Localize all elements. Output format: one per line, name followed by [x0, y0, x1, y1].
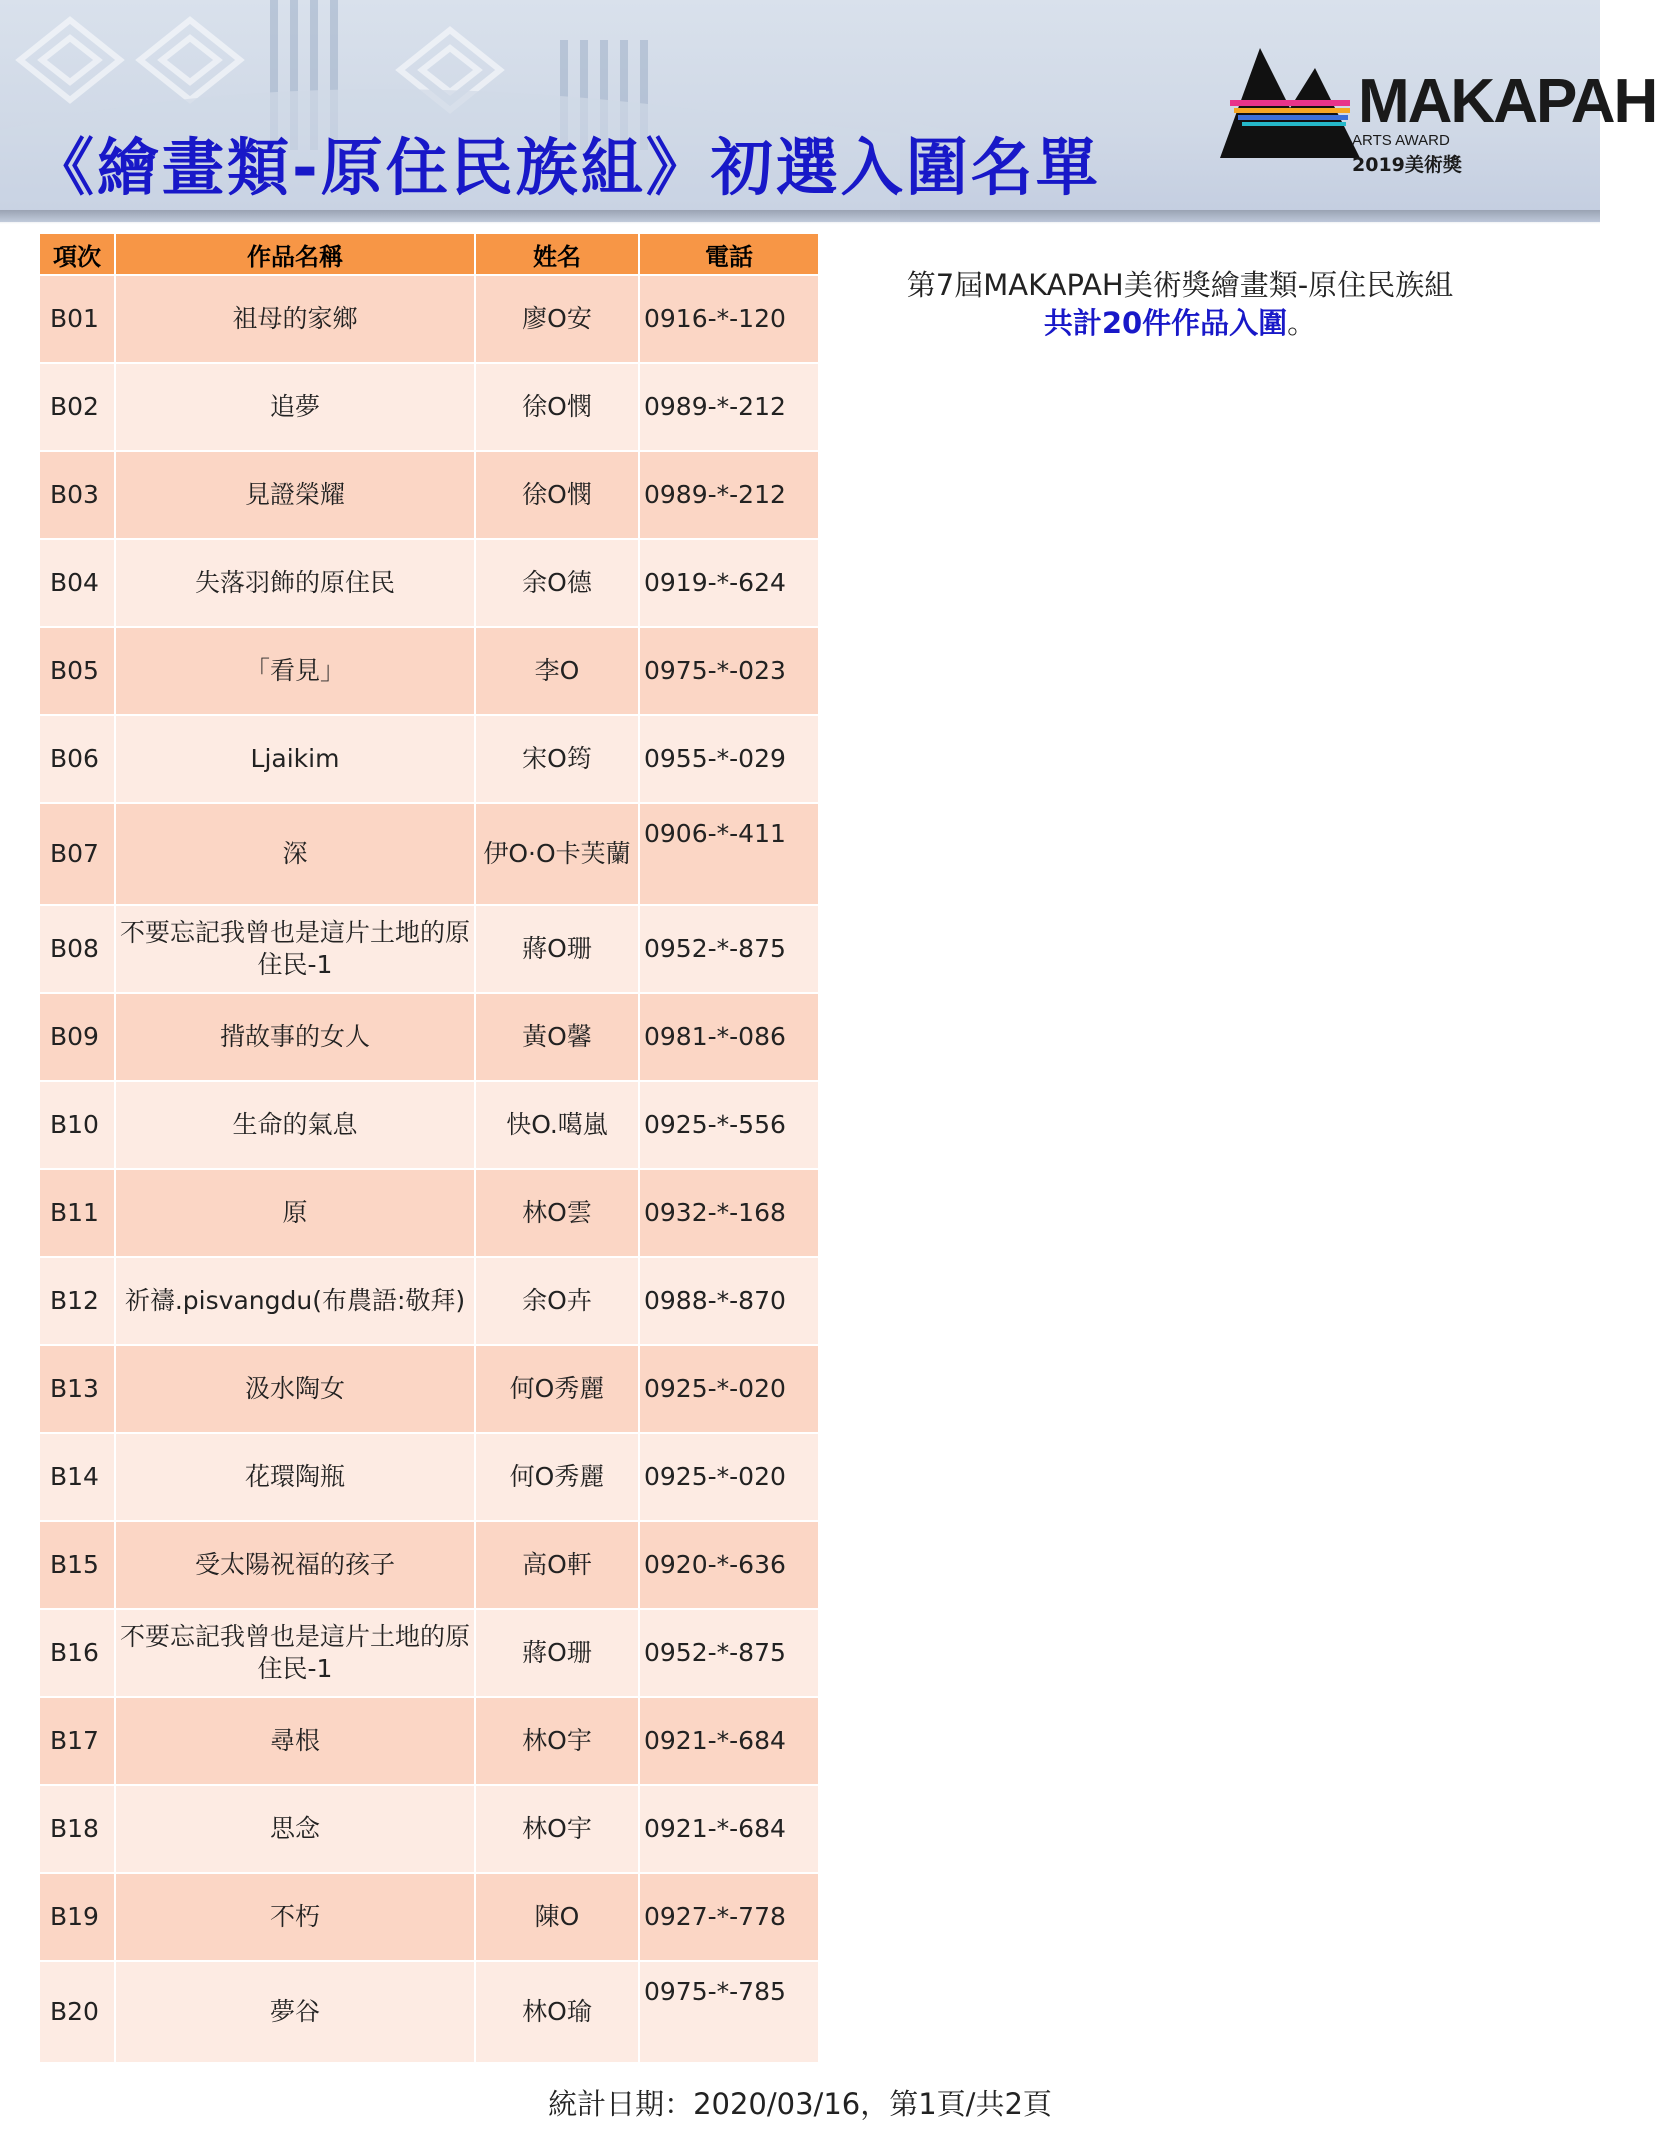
row-phone: 0988-*-870: [639, 1257, 819, 1345]
table-row: [39, 1785, 819, 1873]
row-index: B04: [39, 539, 115, 627]
row-name: 宋O筠: [475, 715, 639, 803]
row-work: 思念: [115, 1785, 475, 1873]
header-work: 作品名稱: [115, 233, 475, 275]
row-work: 尋根: [115, 1697, 475, 1785]
row-phone: 0952-*-875: [639, 905, 819, 993]
table-row: [39, 1697, 819, 1785]
row-name: 何O秀麗: [475, 1345, 639, 1433]
table-row: [39, 275, 819, 363]
row-phone: 0906-*-411: [639, 803, 819, 905]
row-phone: 0927-*-778: [639, 1873, 819, 1961]
row-index: B05: [39, 627, 115, 715]
row-name: 林O瑜: [475, 1961, 639, 2063]
row-work: 不要忘記我曾也是這片土地的原住民-1: [115, 1609, 475, 1697]
row-name: 何O秀麗: [475, 1433, 639, 1521]
row-name: 陳O: [475, 1873, 639, 1961]
row-phone: 0925-*-556: [639, 1081, 819, 1169]
row-name: 快O.噶嵐: [475, 1081, 639, 1169]
row-name: 林O宇: [475, 1785, 639, 1873]
header-index: 項次: [39, 233, 115, 275]
row-work: 揹故事的女人: [115, 993, 475, 1081]
row-index: B14: [39, 1433, 115, 1521]
table-row: [39, 1609, 819, 1697]
row-name: 林O宇: [475, 1697, 639, 1785]
table-row: [39, 1257, 819, 1345]
logo-subtitle: ARTS AWARD: [1352, 132, 1450, 149]
row-phone: 0989-*-212: [639, 451, 819, 539]
makapah-logo: [1220, 38, 1656, 188]
row-index: B08: [39, 905, 115, 993]
table-row: [39, 1169, 819, 1257]
row-index: B07: [39, 803, 115, 905]
row-name: 蔣O珊: [475, 905, 639, 993]
table-row: [39, 1345, 819, 1433]
row-phone: 0975-*-023: [639, 627, 819, 715]
summary-count-text: 共計20件作品入圍: [1043, 306, 1288, 340]
table-row: [39, 1873, 819, 1961]
row-work: 花環陶瓶: [115, 1433, 475, 1521]
row-phone: 0981-*-086: [639, 993, 819, 1081]
row-phone: 0955-*-029: [639, 715, 819, 803]
row-work: 不朽: [115, 1873, 475, 1961]
table-row: [39, 363, 819, 451]
row-phone: 0952-*-875: [639, 1609, 819, 1697]
summary-count: [860, 304, 1500, 342]
row-work: 深: [115, 803, 475, 905]
row-name: 余O德: [475, 539, 639, 627]
header-phone: 電話: [639, 233, 819, 275]
row-phone: 0989-*-212: [639, 363, 819, 451]
row-index: B16: [39, 1609, 115, 1697]
table-row: [39, 1521, 819, 1609]
summary-count-end: 。: [1287, 306, 1317, 340]
row-work: Ljaikim: [115, 715, 475, 803]
row-phone: 0925-*-020: [639, 1433, 819, 1521]
logo-wordmark: MAKAPAH: [1358, 67, 1656, 136]
logo-year: 2019美術獎: [1352, 154, 1462, 176]
row-index: B20: [39, 1961, 115, 2063]
table-row: [39, 539, 819, 627]
row-phone: 0925-*-020: [639, 1345, 819, 1433]
row-work: 「看見」: [115, 627, 475, 715]
row-index: B03: [39, 451, 115, 539]
page-footer: 統計日期：2020/03/16，第1頁/共2頁: [548, 2087, 1052, 2121]
row-index: B17: [39, 1697, 115, 1785]
table-row: [39, 627, 819, 715]
table-row: [39, 905, 819, 993]
row-name: 黃O馨: [475, 993, 639, 1081]
row-name: 李O: [475, 627, 639, 715]
row-work: 祖母的家鄉: [115, 275, 475, 363]
summary-award-name: 第7屆MAKAPAH美術獎繪畫類-原住民族組: [906, 268, 1454, 302]
row-index: B11: [39, 1169, 115, 1257]
row-name: 林O雲: [475, 1169, 639, 1257]
row-work: 不要忘記我曾也是這片土地的原住民-1: [115, 905, 475, 993]
row-phone: 0921-*-684: [639, 1785, 819, 1873]
row-name: 廖O安: [475, 275, 639, 363]
table-row: [39, 1081, 819, 1169]
table-row: [39, 803, 819, 905]
table-row: [39, 1961, 819, 2063]
row-phone: 0932-*-168: [639, 1169, 819, 1257]
row-work: 汲水陶女: [115, 1345, 475, 1433]
row-name: 徐O憫: [475, 363, 639, 451]
table-header-row: [39, 233, 819, 275]
row-phone: 0916-*-120: [639, 275, 819, 363]
row-index: B13: [39, 1345, 115, 1433]
row-name: 伊O·O卡芙蘭: [475, 803, 639, 905]
row-phone: 0920-*-636: [639, 1521, 819, 1609]
row-index: B12: [39, 1257, 115, 1345]
row-index: B19: [39, 1873, 115, 1961]
row-work: 受太陽祝福的孩子: [115, 1521, 475, 1609]
row-work: 失落羽飾的原住民: [115, 539, 475, 627]
row-work: 原: [115, 1169, 475, 1257]
row-phone: 0921-*-684: [639, 1697, 819, 1785]
page-title: 《繪畫類-原住民族組》初選入圍名單: [32, 131, 1101, 204]
logo-mountain-icon: [1220, 38, 1370, 188]
row-name: 蔣O珊: [475, 1609, 639, 1697]
row-index: B15: [39, 1521, 115, 1609]
row-index: B01: [39, 275, 115, 363]
row-work: 追夢: [115, 363, 475, 451]
summary-note: [860, 266, 1500, 342]
row-index: B18: [39, 1785, 115, 1873]
finalist-table: [38, 232, 820, 2064]
row-name: 高O軒: [475, 1521, 639, 1609]
row-work: 見證榮耀: [115, 451, 475, 539]
header-banner: [0, 0, 1656, 222]
row-name: 余O卉: [475, 1257, 639, 1345]
table-row: [39, 1433, 819, 1521]
row-work: 生命的氣息: [115, 1081, 475, 1169]
row-index: B10: [39, 1081, 115, 1169]
table-row: [39, 993, 819, 1081]
row-phone: 0975-*-785: [639, 1961, 819, 2063]
row-work: 夢谷: [115, 1961, 475, 2063]
row-phone: 0919-*-624: [639, 539, 819, 627]
row-work: 祈禱.pisvangdu(布農語:敬拜): [115, 1257, 475, 1345]
banner-shadow: [0, 210, 1600, 224]
table-row: [39, 451, 819, 539]
row-index: B09: [39, 993, 115, 1081]
row-name: 徐O憫: [475, 451, 639, 539]
row-index: B06: [39, 715, 115, 803]
header-name: 姓名: [475, 233, 639, 275]
row-index: B02: [39, 363, 115, 451]
table-row: [39, 715, 819, 803]
